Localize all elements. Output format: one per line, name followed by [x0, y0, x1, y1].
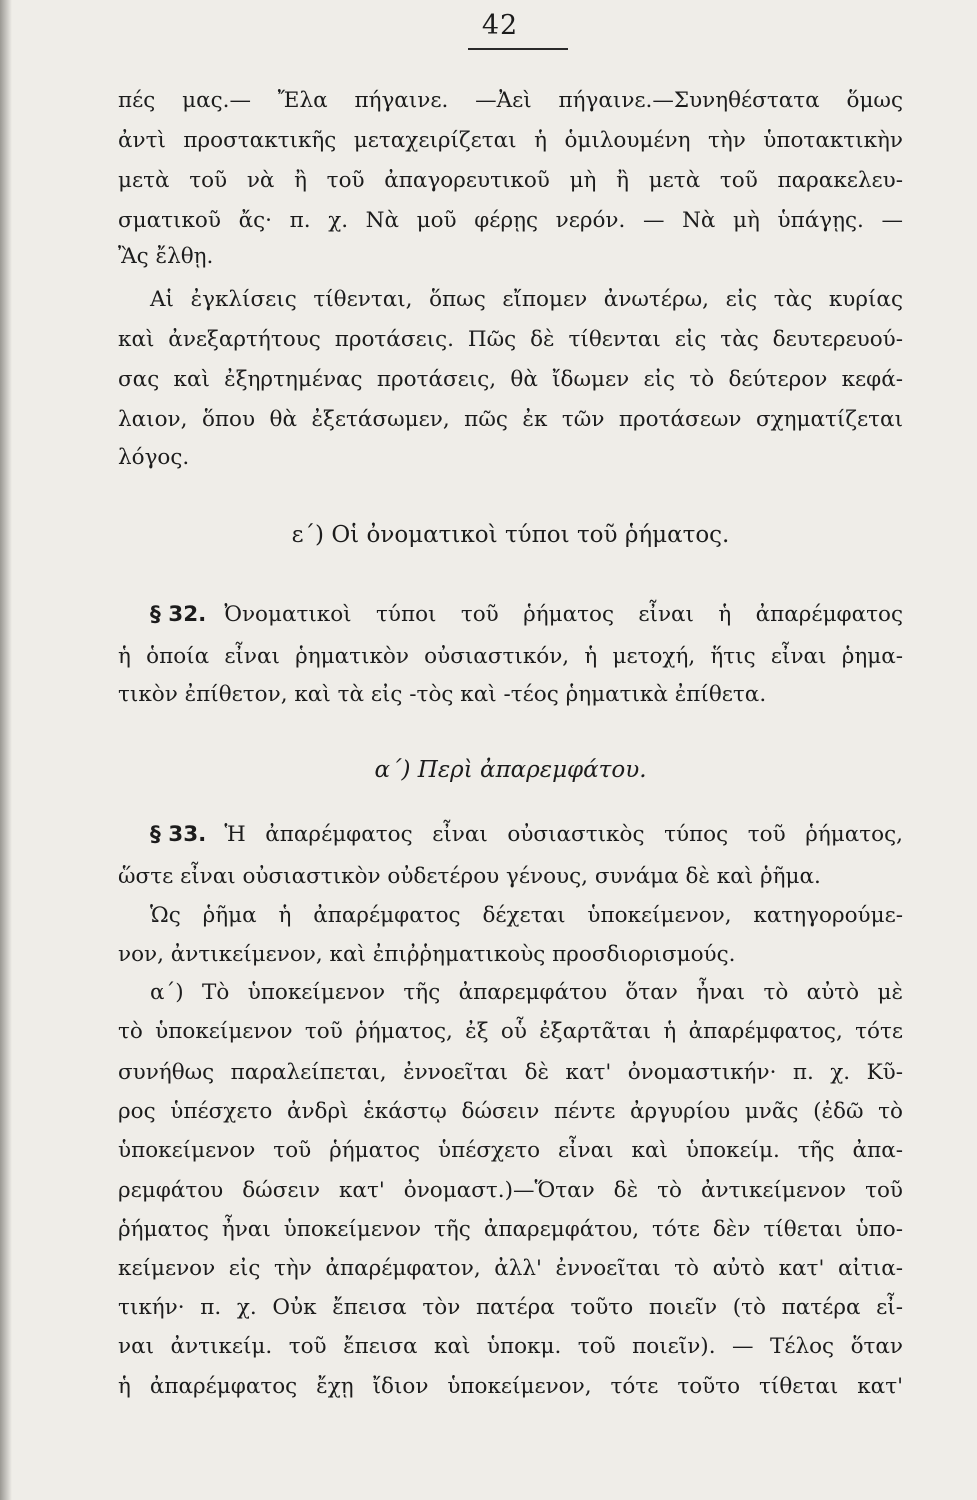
text-line: ἀντὶ προστακτικῆς μεταχειρίζεται ἡ ὁμιλουμένη τὴν ὑποτακτικὴν	[118, 128, 903, 153]
subsection-heading-text: α΄) Περὶ ἀπαρεμφάτου.	[374, 757, 647, 783]
text-line: ἡ ἀπαρέμφατος ἔχῃ ἴδιον ὑποκείμενον, τότε τοῦτο τίθεται κατ'	[118, 1374, 903, 1399]
section-heading: ε΄) Οἱ ὀνοματικοὶ τύποι τοῦ ῥήματος.	[291, 522, 730, 548]
text-line: κείμενον εἰς τὴν ἀπαρέμφατον, ἀλλ' ἐννοεῖται τὸ αὐτὸ κατ' αἰτια-	[118, 1256, 903, 1281]
text-line: λαιον, ὅπου θὰ ἐξετάσωμεν, πῶς ἐκ τῶν προτάσεων σχηματίζεται	[118, 407, 903, 432]
text-line: Ἡ ἀπαρέμφατος εἶναι οὐσιαστικὸς τύπος τοῦ ῥήματος,	[224, 822, 903, 847]
text-line: τὸ ὑποκείμενον τοῦ ῥήματος, ἐξ οὗ ἐξαρτᾶται ἡ ἀπαρέμφατος, τότε	[118, 1019, 903, 1044]
text-line: τικήν· π. χ. Οὐκ ἔπεισα τὸν πατέρα τοῦτο ποιεῖν (τὸ πατέρα εἶ-	[118, 1295, 903, 1320]
text-line: Ὀνοματικοὶ τύποι τοῦ ῥήματος εἶναι ἡ ἀπαρέμφατος	[224, 602, 903, 627]
subsection-heading	[118, 755, 903, 785]
text-line: σας καὶ ἐξηρτημένας προτάσεις, θὰ ἴδωμεν εἰς τὸ δεύτερον κεφά-	[118, 367, 903, 392]
text-line: νον, ἀντικείμενον, καὶ ἐπιῤῥηματικοὺς προσδιορισμούς.	[118, 942, 736, 967]
text-line: α΄) Τὸ ὑποκείμενον τῆς ἀπαρεμφάτου ὅταν ἦναι τὸ αὐτὸ μὲ	[150, 980, 903, 1005]
text-line: ὥστε εἶναι οὐσιαστικὸν οὐδετέρου γένους, συνάμα δὲ καὶ ῥῆμα.	[118, 864, 821, 889]
page-edge-shadow	[0, 0, 12, 1500]
section-number: § 32.	[150, 602, 207, 627]
page-number-rule	[468, 48, 568, 50]
text-line: Αἱ ἐγκλίσεις τίθενται, ὅπως εἴπομεν ἀνωτέρω, εἰς τὰς κυρίας	[150, 287, 903, 312]
text-line: λόγος.	[118, 445, 190, 470]
text-line: συνήθως παραλείπεται, ἐννοεῖται δὲ κατ' ὀνομαστικήν· π. χ. Κῦ-	[118, 1060, 903, 1085]
text-line: ῥήματος ἦναι ὑποκείμενον τῆς ἀπαρεμφάτου, τότε δὲν τίθεται ὑπο-	[118, 1217, 903, 1242]
text-line: τικὸν ἐπίθετον, καὶ τὰ εἰς -τὸς καὶ -τέος ῥηματικὰ ἐπίθετα.	[118, 682, 767, 707]
page-number: 42	[481, 10, 519, 41]
text-line: Ἂς ἔλθῃ.	[118, 244, 214, 269]
section-33-first-line	[150, 820, 903, 850]
text-line: καὶ ἀνεξαρτήτους προτάσεις. Πῶς δὲ τίθενται εἰς τὰς δευτερευού-	[118, 327, 903, 352]
section-32-first-line	[150, 600, 903, 630]
text-line: πές μας.— Ἔλα πήγαινε. —Ἀεὶ πήγαινε.—Συνηθέστατα ὅμως	[118, 88, 903, 113]
text-line: ρεμφάτου δώσειν κατ' ὀνομαστ.)—Ὅταν δὲ τὸ ἀντικείμενον τοῦ	[118, 1178, 903, 1203]
text-line: μετὰ τοῦ νὰ ἢ τοῦ ἀπαγορευτικοῦ μὴ ἢ μετὰ τοῦ παρακελευ-	[118, 168, 903, 193]
section-number: § 33.	[150, 822, 207, 847]
text-line: ἡ ὁποία εἶναι ῥηματικὸν οὐσιαστικόν, ἡ μετοχή, ἥτις εἶναι ῥημα-	[118, 644, 903, 669]
text-line: Ὡς ῥῆμα ἡ ἀπαρέμφατος δέχεται ὑποκείμενον, κατηγορούμε-	[150, 903, 903, 928]
text-line: ὑποκείμενον τοῦ ῥήματος ὑπέσχετο εἶναι καὶ ὑποκείμ. τῆς ἀπα-	[118, 1138, 903, 1163]
text-line: σματικοῦ ἄς· π. χ. Νὰ μοῦ φέρῃς νερόν. — Νὰ μὴ ὑπάγῃς. —	[118, 208, 903, 233]
text-line: ρος ὑπέσχετο ἀνδρὶ ἑκάστῳ δώσειν πέντε ἀργυρίου μνᾶς (ἐδῶ τὸ	[118, 1099, 903, 1124]
text-line: ναι ἀντικείμ. τοῦ ἔπεισα καὶ ὑποκμ. τοῦ ποιεῖν). — Τέλος ὅταν	[118, 1334, 903, 1359]
